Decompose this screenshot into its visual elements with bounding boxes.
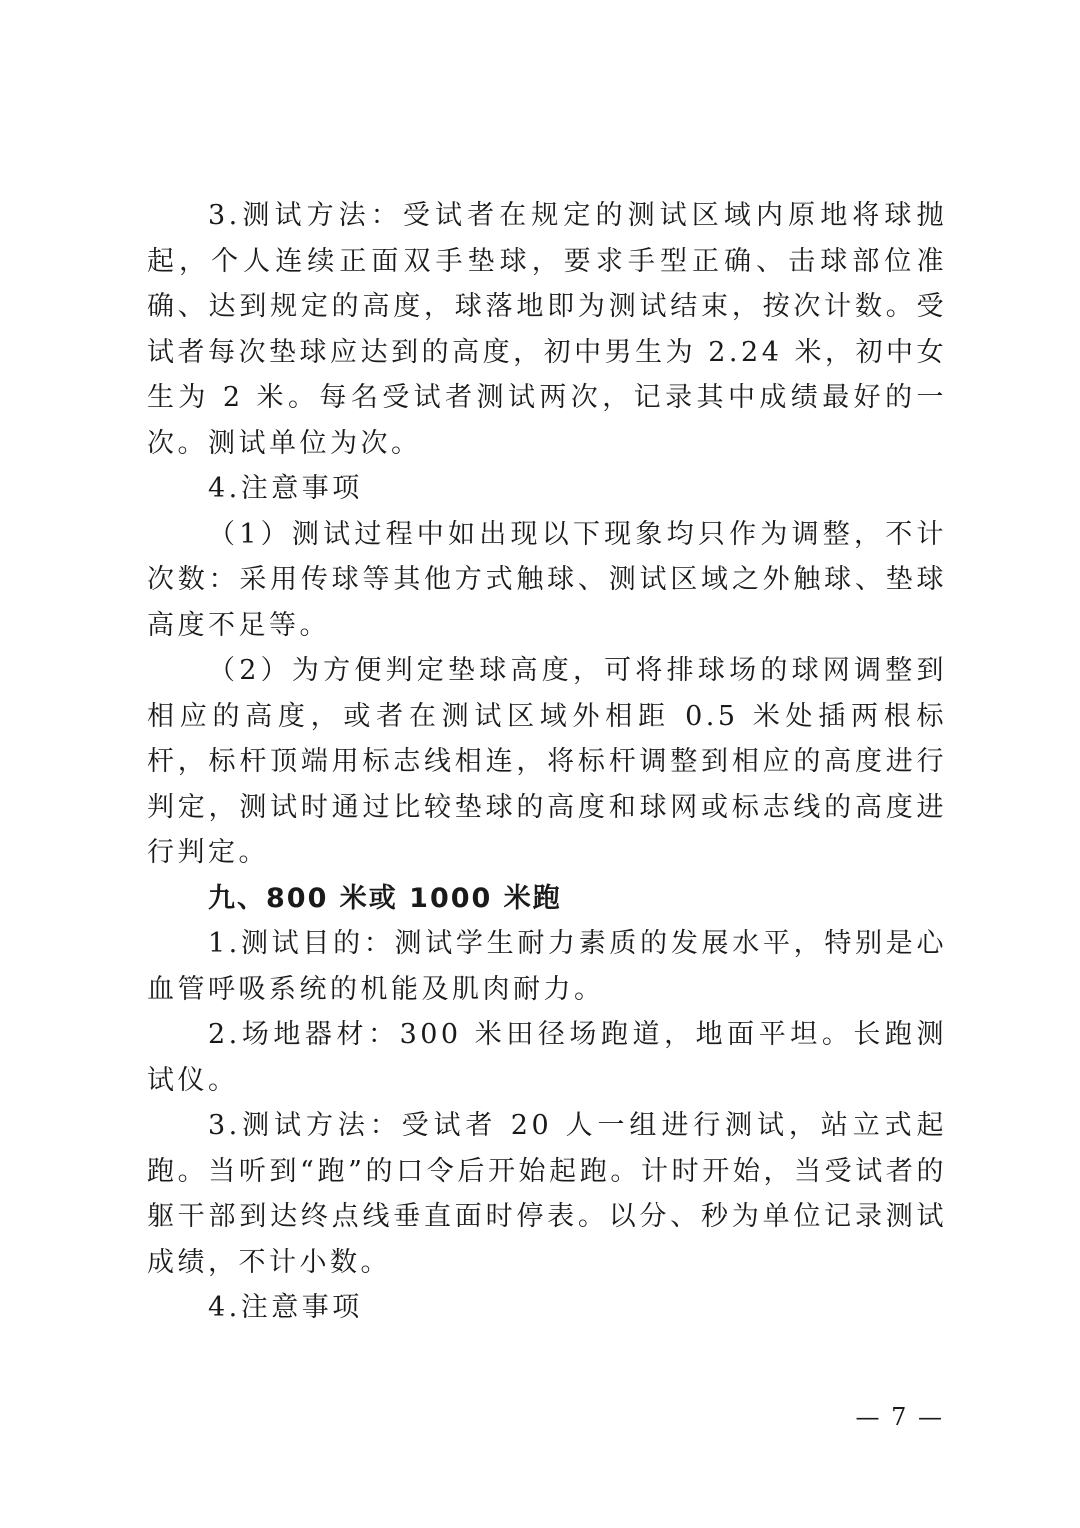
paragraph-test-purpose: 1.测试目的：测试学生耐力素质的发展水平，特别是心血管呼吸系统的机能及肌肉耐力。 <box>147 928 947 1005</box>
page-number: — 7 — <box>855 1403 944 1431</box>
paragraph-equipment: 2.场地器材：300 米田径场跑道，地面平坦。长跑测试仪。 <box>147 1019 947 1096</box>
paragraph-note-2: （2）为方便判定垫球高度，可将排球场的球网调整到相应的高度，或者在测试区域外相距 0.5 米处插两根标杆，标杆顶端用标志线相连，将标杆调整到相应的高度进行判定，测试时通过比较垫球的高度和球网或标志线的高度进行判定。 <box>147 655 947 868</box>
paragraph-test-method-run: 3.测试方法：受试者 20 人一组进行测试，站立式起跑。当听到“跑”的口令后开始起跑。计时开始，当受试者的躯干部到达终点线垂直面时停表。以分、秒为单位记录测试成绩，不计小数。 <box>147 1110 947 1278</box>
paragraph-note-1: （1）测试过程中如出现以下现象均只作为调整，不计次数：采用传球等其他方式触球、测试区域之外触球、垫球高度不足等。 <box>147 518 947 641</box>
paragraph-notes-heading-run: 4.注意事项 <box>208 1292 363 1323</box>
section-heading-run: 九、800 米或 1000 米跑 <box>208 882 562 914</box>
paragraph-test-method-volleyball: 3.测试方法：受试者在规定的测试区域内原地将球抛起，个人连续正面双手垫球，要求手型正确、击球部位准确、达到规定的高度，球落地即为测试结束，按次计数。受试者每次垫球应达到的高度，初中男生为 2.24 米，初中女生为 2 米。每名受试者测试两次，记录其中成绩最好的一次。测试单位为次。 <box>147 200 947 459</box>
document-body <box>147 193 947 1331</box>
paragraph-notes-heading-volleyball: 4.注意事项 <box>208 473 363 504</box>
